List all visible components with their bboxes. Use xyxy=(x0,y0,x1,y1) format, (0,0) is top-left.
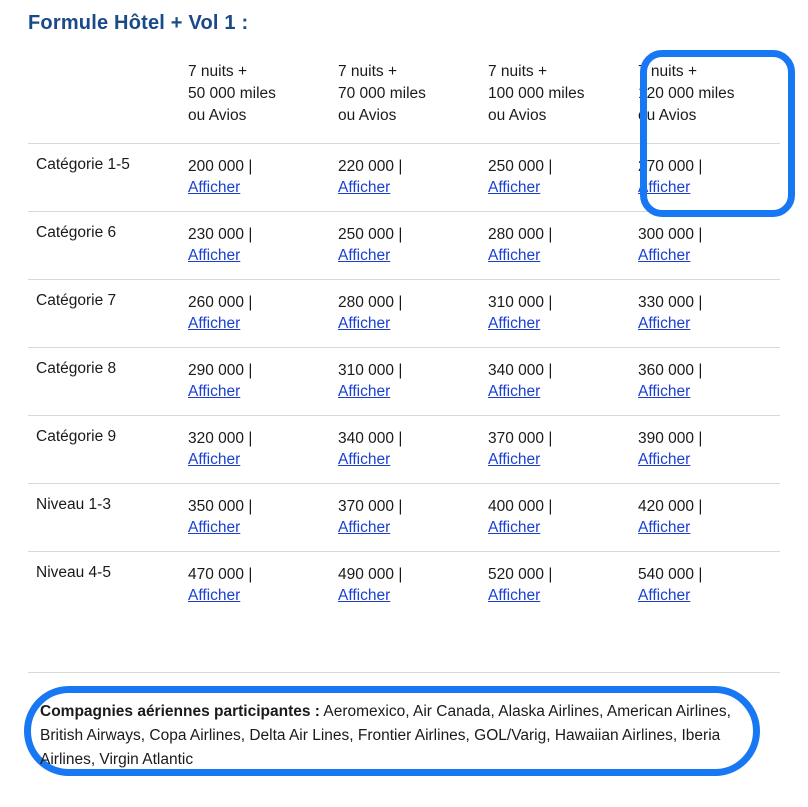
afficher-link[interactable]: Afficher xyxy=(638,247,691,264)
afficher-link[interactable]: Afficher xyxy=(338,519,391,536)
table-row xyxy=(28,280,780,348)
participating-airlines-label: Compagnies aériennes participantes : xyxy=(40,703,320,720)
offer-cell xyxy=(330,416,480,484)
afficher-link[interactable]: Afficher xyxy=(188,315,241,332)
offer-amount: 340 000 | xyxy=(488,362,553,379)
column-header-2-line-3: ou Avios xyxy=(338,107,397,124)
offer-cell xyxy=(330,280,480,348)
afficher-link[interactable]: Afficher xyxy=(338,315,391,332)
offer-amount: 250 000 | xyxy=(338,226,403,243)
column-header-2-line-1: 7 nuits + xyxy=(338,63,398,80)
afficher-link[interactable]: Afficher xyxy=(188,179,241,196)
column-header-1-line-3: ou Avios xyxy=(188,107,247,124)
afficher-link[interactable]: Afficher xyxy=(188,247,241,264)
table-row xyxy=(28,484,780,552)
offer-cell xyxy=(180,416,330,484)
table-row xyxy=(28,144,780,212)
row-label-header xyxy=(28,48,180,144)
offer-amount: 330 000 | xyxy=(638,294,703,311)
afficher-link[interactable]: Afficher xyxy=(638,587,691,604)
offer-amount: 390 000 | xyxy=(638,430,703,447)
offer-cell xyxy=(180,144,330,212)
column-header-3-line-2: 100 000 miles xyxy=(488,85,585,102)
afficher-link[interactable]: Afficher xyxy=(188,451,241,468)
offer-cell xyxy=(630,212,780,280)
offer-cell xyxy=(180,212,330,280)
column-header-1-line-1: 7 nuits + xyxy=(188,63,248,80)
offer-cell xyxy=(630,348,780,416)
column-header-3-line-1: 7 nuits + xyxy=(488,63,548,80)
afficher-link[interactable]: Afficher xyxy=(638,519,691,536)
afficher-link[interactable]: Afficher xyxy=(638,179,691,196)
offer-amount: 360 000 | xyxy=(638,362,703,379)
offer-amount: 540 000 | xyxy=(638,566,703,583)
offer-amount: 310 000 | xyxy=(338,362,403,379)
row-label: Catégorie 1-5 xyxy=(28,144,180,212)
column-header-2-line-2: 70 000 miles xyxy=(338,85,426,102)
offer-amount: 520 000 | xyxy=(488,566,553,583)
offer-cell xyxy=(630,552,780,620)
offer-cell xyxy=(480,348,630,416)
table-header-row xyxy=(28,48,780,144)
column-header-3-line-3: ou Avios xyxy=(488,107,547,124)
award-chart-table xyxy=(28,48,780,619)
offer-cell xyxy=(330,144,480,212)
afficher-link[interactable]: Afficher xyxy=(638,315,691,332)
offer-amount: 290 000 | xyxy=(188,362,253,379)
afficher-link[interactable]: Afficher xyxy=(488,247,541,264)
row-label: Niveau 1-3 xyxy=(28,484,180,552)
offer-amount: 400 000 | xyxy=(488,498,553,515)
table-bottom-divider xyxy=(28,672,780,673)
offer-cell xyxy=(480,212,630,280)
offer-amount: 340 000 | xyxy=(338,430,403,447)
row-label: Catégorie 8 xyxy=(28,348,180,416)
offer-amount: 370 000 | xyxy=(338,498,403,515)
table-row xyxy=(28,348,780,416)
offer-amount: 490 000 | xyxy=(338,566,403,583)
afficher-link[interactable]: Afficher xyxy=(188,383,241,400)
offer-amount: 200 000 | xyxy=(188,158,253,175)
afficher-link[interactable]: Afficher xyxy=(188,587,241,604)
offer-amount: 350 000 | xyxy=(188,498,253,515)
column-header-4-line-3: ou Avios xyxy=(638,107,697,124)
afficher-link[interactable]: Afficher xyxy=(638,451,691,468)
offer-cell xyxy=(630,144,780,212)
offer-cell xyxy=(630,280,780,348)
afficher-link[interactable]: Afficher xyxy=(488,315,541,332)
offer-amount: 310 000 | xyxy=(488,294,553,311)
afficher-link[interactable]: Afficher xyxy=(188,519,241,536)
row-label: Catégorie 7 xyxy=(28,280,180,348)
offer-cell xyxy=(330,348,480,416)
afficher-link[interactable]: Afficher xyxy=(488,519,541,536)
offer-amount: 270 000 | xyxy=(638,158,703,175)
offer-cell xyxy=(630,484,780,552)
table-row xyxy=(28,212,780,280)
participating-airlines-note xyxy=(40,700,740,772)
offer-cell xyxy=(180,484,330,552)
offer-amount: 320 000 | xyxy=(188,430,253,447)
offer-cell xyxy=(480,144,630,212)
column-header-4 xyxy=(630,48,780,144)
offer-amount: 260 000 | xyxy=(188,294,253,311)
offer-cell xyxy=(180,552,330,620)
offer-cell xyxy=(480,484,630,552)
afficher-link[interactable]: Afficher xyxy=(488,451,541,468)
offer-cell xyxy=(330,484,480,552)
participating-airlines-list: Aeromexico, Air Canada, Alaska Airlines, American Airlines, British Airways, Copa Airlines, Delta Air Lines, Frontier Airlines, GOL/Varig, Hawaiian Airlines, Iberia Airlines, Virgin Atlantic xyxy=(40,703,731,769)
offer-amount: 280 000 | xyxy=(488,226,553,243)
afficher-link[interactable]: Afficher xyxy=(338,587,391,604)
offer-cell xyxy=(480,552,630,620)
afficher-link[interactable]: Afficher xyxy=(488,179,541,196)
offer-amount: 370 000 | xyxy=(488,430,553,447)
offer-cell xyxy=(180,348,330,416)
offer-amount: 230 000 | xyxy=(188,226,253,243)
afficher-link[interactable]: Afficher xyxy=(488,383,541,400)
row-label: Catégorie 9 xyxy=(28,416,180,484)
offer-amount: 280 000 | xyxy=(338,294,403,311)
column-header-1 xyxy=(180,48,330,144)
offer-cell xyxy=(480,280,630,348)
afficher-link[interactable]: Afficher xyxy=(338,383,391,400)
offer-amount: 220 000 | xyxy=(338,158,403,175)
afficher-link[interactable]: Afficher xyxy=(338,179,391,196)
afficher-link[interactable]: Afficher xyxy=(488,587,541,604)
column-header-3 xyxy=(480,48,630,144)
column-header-4-line-2: 120 000 miles xyxy=(638,85,735,102)
column-header-1-line-2: 50 000 miles xyxy=(188,85,276,102)
row-label: Niveau 4-5 xyxy=(28,552,180,620)
page-title: Formule Hôtel + Vol 1 : xyxy=(28,12,249,34)
row-label: Catégorie 6 xyxy=(28,212,180,280)
table-row xyxy=(28,552,780,620)
offer-cell xyxy=(330,212,480,280)
column-header-4-line-1: 7 nuits + xyxy=(638,63,698,80)
offer-amount: 420 000 | xyxy=(638,498,703,515)
afficher-link[interactable]: Afficher xyxy=(338,247,391,264)
column-header-2 xyxy=(330,48,480,144)
table-row xyxy=(28,416,780,484)
afficher-link[interactable]: Afficher xyxy=(338,451,391,468)
offer-amount: 250 000 | xyxy=(488,158,553,175)
offer-amount: 300 000 | xyxy=(638,226,703,243)
offer-cell xyxy=(330,552,480,620)
afficher-link[interactable]: Afficher xyxy=(638,383,691,400)
offer-amount: 470 000 | xyxy=(188,566,253,583)
offer-cell xyxy=(480,416,630,484)
offer-cell xyxy=(630,416,780,484)
offer-cell xyxy=(180,280,330,348)
